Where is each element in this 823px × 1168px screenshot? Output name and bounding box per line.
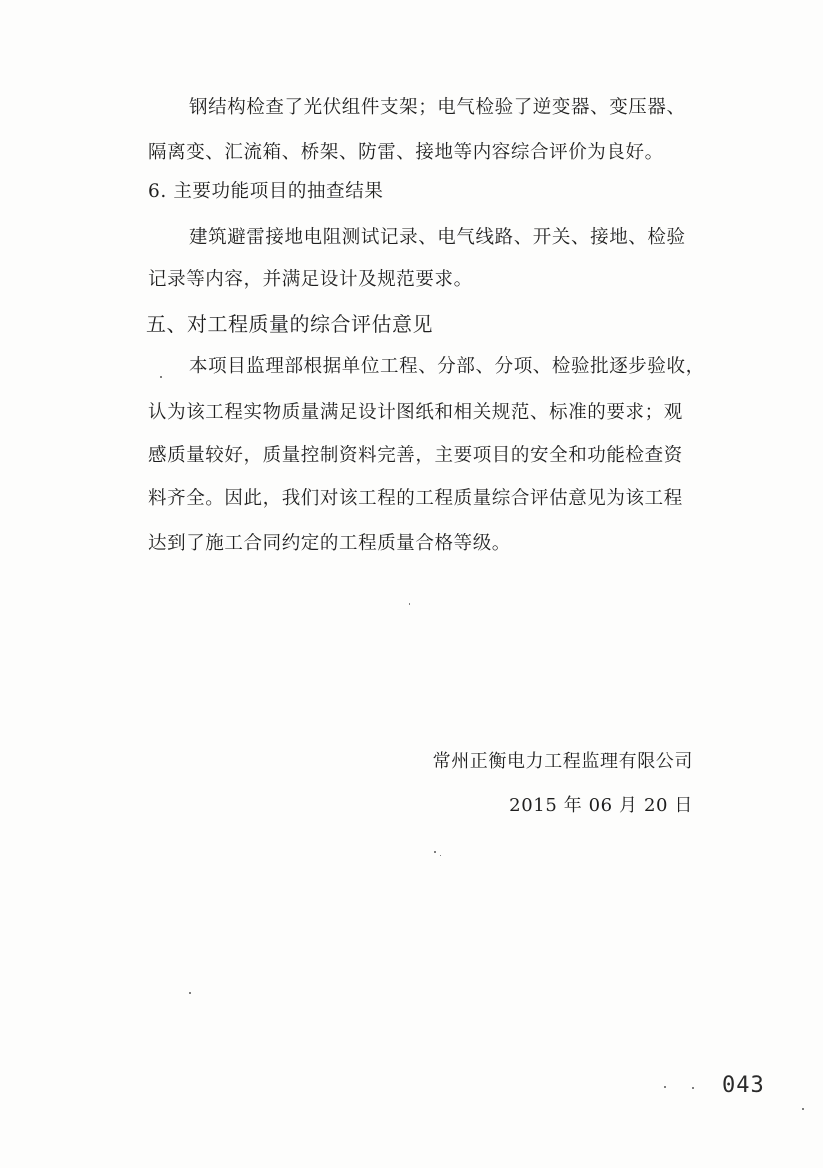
paragraph-line: 隔离变、汇流箱、桥架、防雷、接地等内容综合评价为良好。 [148,142,664,163]
scan-speck [160,376,162,378]
scan-speck [434,851,436,853]
subsection-title: 6. 主要功能项目的抽查结果 [148,181,384,202]
signature-date: 2015 年 06 月 20 日 [509,795,693,816]
paragraph-line: 料齐全。因此，我们对该工程的工程质量综合评估意见为该工程 [148,488,683,509]
company-signature: 常州正衡电力工程监理有限公司 [432,751,693,772]
paragraph-line: 记录等内容，并满足设计及规范要求。 [148,269,473,290]
section-title: 五、对工程质量的综合评估意见 [146,312,433,336]
paragraph-line: 本项目监理部根据单位工程、分部、分项、检验批逐步验收， [189,356,705,377]
paragraph-line: 达到了施工合同约定的工程质量合格等级。 [148,533,511,554]
scan-speck [189,992,191,994]
scan-speck [692,1087,694,1089]
paragraph-line: 建筑避雷接地电阻测试记录、电气线路、开关、接地、检验 [189,227,686,248]
scan-speck [440,855,441,856]
paragraph-line: 认为该工程实物质量满足设计图纸和相关规范、标准的要求；观 [148,402,683,423]
page-number: 043 [722,1073,765,1098]
paragraph-line: 感质量较好，质量控制资料完善，主要项目的安全和功能检查资 [148,445,683,466]
scan-speck [664,1086,666,1088]
paragraph-line: 钢结构检查了光伏组件支架；电气检验了逆变器、变压器、 [189,97,686,118]
scan-speck [409,603,410,605]
scan-speck [802,1108,804,1110]
